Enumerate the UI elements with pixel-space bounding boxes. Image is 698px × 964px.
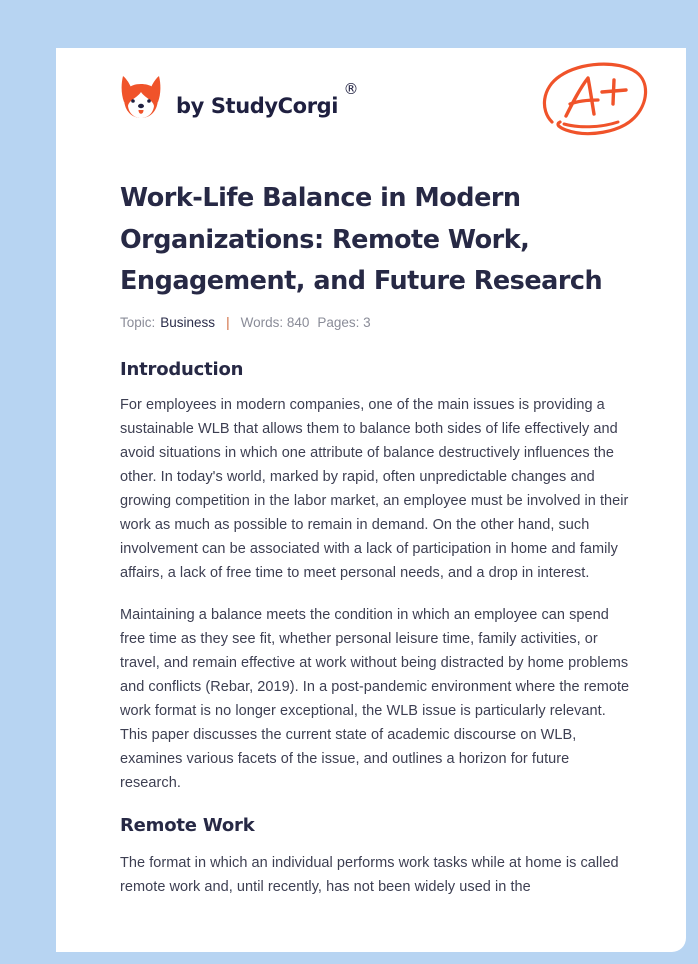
document-content <box>120 178 630 899</box>
section-heading-remote-work: Remote Work <box>120 814 255 836</box>
logo-text: by StudyCorgi <box>176 94 339 118</box>
a-plus-grade-icon <box>538 58 650 140</box>
document-meta <box>120 313 630 333</box>
logo-wordmark <box>176 80 359 118</box>
paragraph: For employees in modern companies, one of the main issues is providing a sustainable WLB that allows them to balance both sides of life effectively and avoid situations in which one attribute of balance destructively influences the other. In today's world, marked by rapid, often unpredictable changes and growing competition in the labor market, an employee must be involved in their work as much as possible to remain in demand. On the other hand, such involvement can be associated with a lack of participation in home and family affairs, a lack of free time to meet personal needs, and a drop in interest. <box>120 396 629 581</box>
registered-mark: ® <box>343 80 359 98</box>
topic-link[interactable]: Business <box>160 315 216 330</box>
document-page <box>56 48 686 952</box>
page-header <box>56 48 686 158</box>
topic-label: Topic: <box>120 315 156 330</box>
word-count: Words: 840 <box>240 315 310 330</box>
paragraph: Maintaining a balance meets the condition in which an employee can spend free time as they see fit, whether personal leisure time, family activities, or travel, and remain effective at work without being distracted by home problems and conflicts (Rebar, 2019). In a post-pandemic environment where the remote work format is no longer exceptional, the WLB issue is particularly relevant. This paper discusses the current state of academic discourse on WLB, examines various facets of the issue, and outlines a horizon for future research. <box>120 606 630 791</box>
document-title: Work-Life Balance in Modern Organizations: Remote Work, Engagement, and Future Research <box>120 183 603 296</box>
corgi-icon <box>120 74 162 120</box>
paragraph: The format in which an individual performs work tasks while at home is called remote work and, until recently, has not been widely used in the <box>120 854 619 895</box>
section-heading-introduction: Introduction <box>120 358 244 380</box>
studycorgi-logo[interactable] <box>120 74 359 120</box>
meta-separator: | <box>226 315 230 330</box>
page-count: Pages: 3 <box>317 315 371 330</box>
